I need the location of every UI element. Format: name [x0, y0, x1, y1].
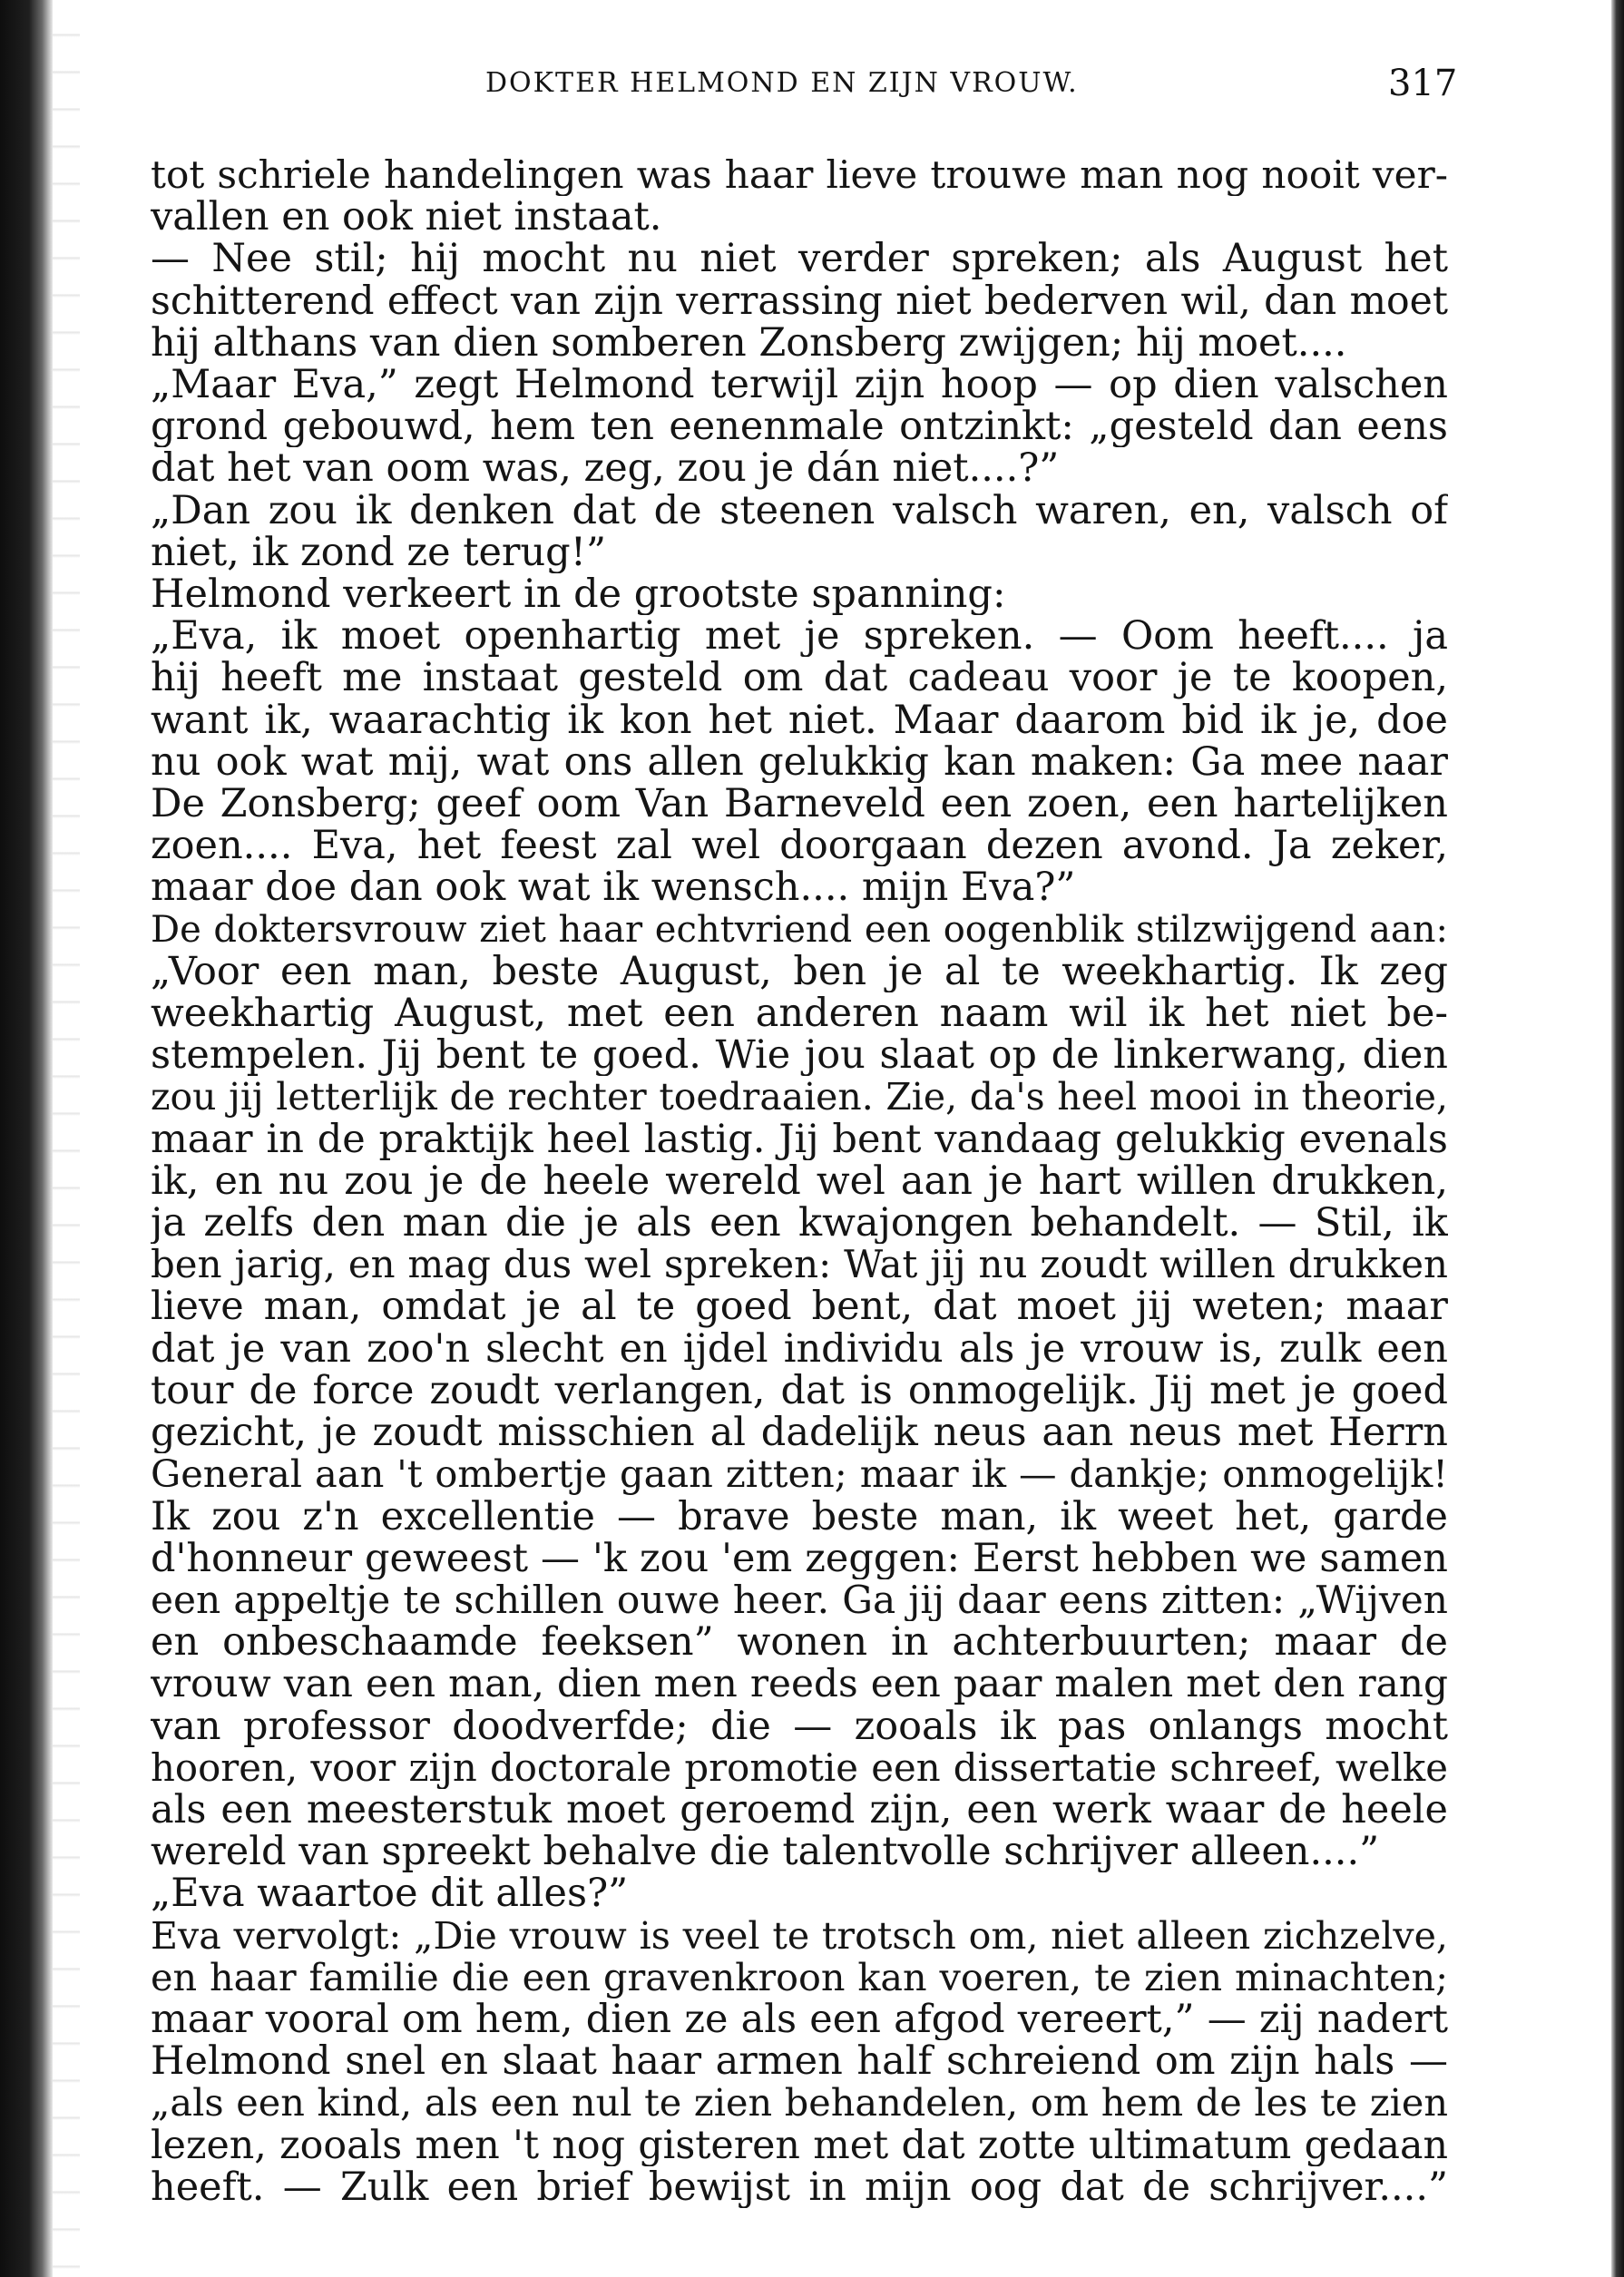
text-line: lieve man, omdat je al te goed bent, dat moet jij weten; maar: [151, 1285, 1448, 1328]
text-line: grond gebouwd, hem ten eenenmale ontzinkt: „gesteld dan eens: [151, 406, 1448, 448]
text-line: maar in de praktijk heel lastig. Jij bent vandaag gelukkig evenals: [151, 1118, 1448, 1160]
scan-edge-right: [1611, 0, 1624, 2277]
text-line: een appeltje te schillen ouwe heer. Ga jij daar eens zitten: „Wijven: [151, 1578, 1448, 1622]
text-line: zoen.... Eva, het feest zal wel doorgaan dezen avond. Ja zeker,: [151, 825, 1448, 867]
text-line: „Dan zou ik denken dat de steenen valsch waren, en, valsch of: [151, 489, 1448, 532]
text-line: vrouw van een man, dien men reeds een paar malen met den rang: [151, 1663, 1448, 1705]
text-line: gezicht, je zoudt misschien al dadelijk neus aan neus met Herrn: [151, 1412, 1448, 1454]
text-line: d'honneur geweest — 'k zou 'em zeggen: Eerst hebben we samen: [151, 1537, 1448, 1579]
text-line: weekhartig August, met een anderen naam wil ik het niet be-: [151, 992, 1448, 1035]
text-line: ja zelfs den man die je als een kwajongen behandelt. — Stil, ik: [151, 1202, 1448, 1245]
text-line: De Zonsberg; geef oom Van Barneveld een zoen, een hartelijken: [151, 783, 1448, 826]
text-line: vallen en ook niet instaat.: [151, 196, 662, 239]
text-line: „Voor een man, beste August, ben je al te weekhartig. Ik zeg: [151, 950, 1448, 993]
text-line: tour de force zoudt verlangen, dat is onmogelijk. Jij met je goed: [151, 1369, 1448, 1412]
text-line: Ik zou z'n excellentie — brave beste man, ik weet het, garde: [151, 1495, 1448, 1538]
text-line: hij heeft me instaat gesteld om dat cadeau voor je te koopen,: [151, 657, 1448, 699]
running-title: DOKTER HELMOND EN ZIJN VROUW.: [485, 67, 1079, 99]
scan-edge-texture: [53, 0, 80, 2277]
text-line: van professor doodverfde; die — zooals ik pas onlangs mocht: [151, 1705, 1448, 1747]
text-line: wereld van spreekt behalve die talentvolle schrijver alleen....”: [151, 1831, 1380, 1873]
text-line: hij althans van dien somberen Zonsberg zwijgen; hij moet....: [151, 321, 1347, 365]
text-line: Eva vervolgt: „Die vrouw is veel te trotsch om, niet alleen zichzelve,: [151, 1914, 1448, 1957]
text-line: heeft. — Zulk een brief bewijst in mijn oog dat de schrijver....”: [151, 2165, 1448, 2208]
text-line: ik, en nu zou je de heele wereld wel aan je hart willen drukken,: [151, 1159, 1448, 1203]
text-line: hooren, voor zijn doctorale promotie een dissertatie schreef, welke: [151, 1746, 1448, 1789]
page-number: 317: [1388, 63, 1458, 104]
running-head: [0, 56, 1624, 111]
text-line: want ik, waarachtig ik kon het niet. Maar daarom bid ik je, doe: [151, 699, 1448, 741]
text-line: General aan 't ombertje gaan zitten; maar ik — dankje; onmogelijk!: [151, 1453, 1448, 1496]
text-line: nu ook wat mij, wat ons allen gelukkig kan maken: Ga mee naar: [151, 740, 1448, 784]
text-line: „Eva, ik moet openhartig met je spreken. — Oom heeft.... ja: [151, 615, 1448, 658]
text-line: schitterend effect van zijn verrassing niet bederven wil, dan moet: [151, 279, 1448, 322]
scan-edge-left: [0, 0, 53, 2277]
text-line: zou jij letterlijk de rechter toedraaien. Zie, da's heel mooi in theorie,: [151, 1076, 1448, 1119]
text-line: lezen, zooals men 't nog gisteren met dat zotte ultimatum gedaan: [151, 2124, 1448, 2166]
text-line: „Maar Eva,” zegt Helmond terwijl zijn hoop — op dien valschen: [151, 364, 1448, 406]
text-line: „Eva waartoe dit alles?”: [151, 1872, 629, 1915]
text-line: en onbeschaamde feeksen” wonen in achterbuurten; maar de: [151, 1621, 1448, 1664]
text-line: — Nee stil; hij mocht nu niet verder spreken; als August het: [151, 238, 1448, 280]
text-line: en haar familie die een gravenkroon kan voeren, te zien minachten;: [151, 1956, 1448, 1998]
text-line: stempelen. Jij bent te goed. Wie jou slaat op de linkerwang, dien: [151, 1034, 1448, 1077]
text-line: ben jarig, en mag dus wel spreken: Wat jij nu zoudt willen drukken: [151, 1244, 1448, 1286]
text-line: maar doe dan ook wat ik wensch.... mijn Eva?”: [151, 866, 1076, 909]
text-line: niet, ik zond ze terug!”: [151, 531, 606, 574]
text-line: dat het van oom was, zeg, zou je dán niet....?”: [151, 447, 1060, 490]
text-line: tot schriele handelingen was haar lieve trouwe man nog nooit ver-: [151, 154, 1448, 197]
text-line: De doktersvrouw ziet haar echtvriend een oogenblik stilzwijgend aan:: [151, 908, 1448, 951]
text-line: als een meesterstuk moet geroemd zijn, een werk waar de heele: [151, 1788, 1448, 1832]
text-line: Helmond snel en slaat haar armen half schreiend om zijn hals —: [151, 2040, 1448, 2083]
text-body: [151, 154, 1448, 2208]
text-line: dat je van zoo'n slecht en ijdel individu als je vrouw is, zulk een: [151, 1327, 1448, 1370]
text-line: maar vooral om hem, dien ze als een afgod vereert,” — zij nadert: [151, 1998, 1448, 2041]
text-line: Helmond verkeert in de grootste spanning:: [151, 573, 1006, 616]
text-line: „als een kind, als een nul te zien behandelen, om hem de les te zien: [151, 2082, 1448, 2125]
